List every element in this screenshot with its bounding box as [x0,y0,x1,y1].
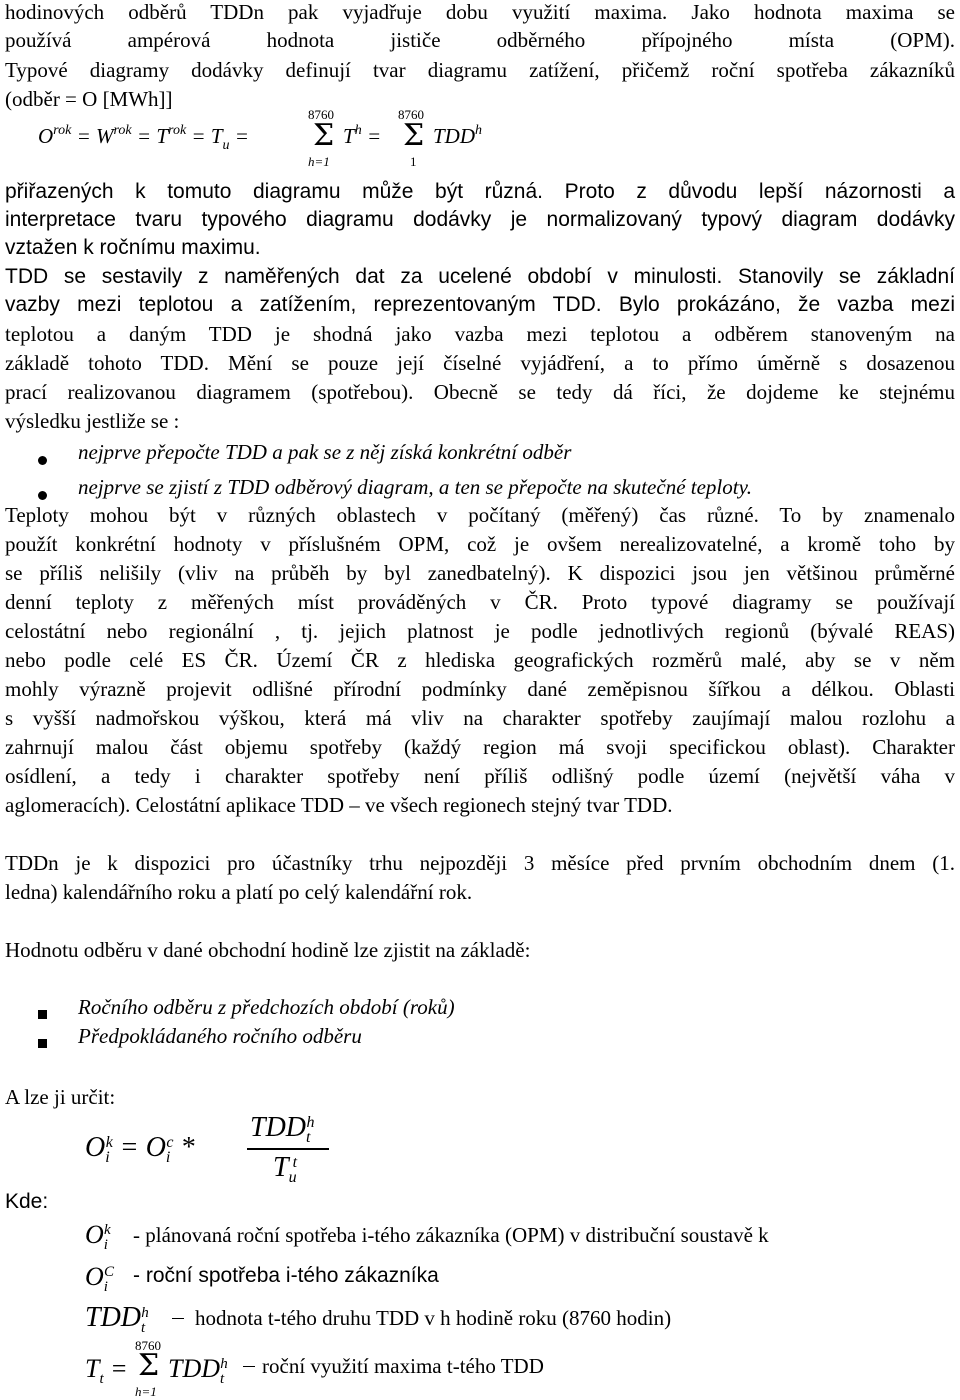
square-bullet [38,1031,47,1054]
bullet-item: nejprve přepočte TDD a pak se z něj získá konkrétní odběr [78,440,572,464]
symbol-tddth: $TDD_t^h$ [85,1302,149,1336]
text-line: zahrnují malou část objemu spotřeby (každý region má svoji specifickou oblast). Charakter [5,735,955,759]
square-bullet [38,1002,47,1025]
text-line: Kde: [5,1190,49,1213]
sum-limit: 8760 [308,107,334,122]
text-line: prací realizovanou diagramem (spotřebou). Obecně se tedy dá říci, že dojdeme ke stejnému [5,380,955,404]
text-line: s vyšší nadmořskou výškou, která má vliv na charakter spotřeby zaujímají malou rozlohu a [5,706,955,730]
square-bullet-item: Předpokládaného ročního odběru [78,1024,362,1048]
sum-limit: h=1 [135,1384,157,1399]
text-line: celostátní nebo regionální , tj. jejich platnost je podle jednotlivých regionů (bývalé REAS) [5,619,955,643]
text-line: nebo podle celé ES ČR. Území ČR z hlediska geografických rozměrů malé, aby se v něm [5,648,955,672]
text-line: teplotou a daným TDD je shodná jako vazba mezi teplotou a odběrem stanoveným na [5,322,955,346]
text-line: TDDn je k dispozici pro účastníky trhu nejpozději 3 měsíce před prvním obchodním dnem (1. [5,851,955,875]
formula-tt: $T_t$ = 8760 Σ h=1 $TDD_t^h$ [85,1338,228,1399]
text-line: Teploty mohou být v různých oblastech v počítaný (měřený) čas různé. To by znamenalo [5,503,955,527]
sum-limit: 8760 [398,107,424,122]
text-line: vztažen k ročnímu maximu. [5,236,261,259]
text-line: se příliš nelišily (vliv na průběh by byl zanedbatelný). K dispozici jsou jen většinou průměrné [5,561,955,585]
definition-line: hodnota t-tého druhu TDD v h hodině roku (8760 hodin) [195,1306,672,1330]
sum-limit: 1 [410,154,417,169]
text-line: mohly výrazně projevit odlišné přírodní podmínky dané zeměpisnou šířkou a délkou. Oblasti [5,677,955,701]
symbol-oic: $O_i^C$ [85,1262,114,1295]
dash [172,1318,184,1319]
text-line: vazby mezi teplotou a zatížením, reprezentovaným TDD. Bylo prokázáno, že vazba mezi [5,293,955,316]
dash [243,1366,255,1367]
definition-line: - roční spotřeba i-tého zákazníka [133,1264,439,1287]
symbol-oik: $O_i^k$ [85,1220,111,1253]
text-line: použít konkrétní hodnoty v příslušném OPM, což je ovšem nerealizovatelné, a kromě toho by [5,532,955,556]
text-line: Hodnotu odběru v dané obchodní hodině lze zjistit na základě: [5,938,531,962]
text-line: hodinových odběrů TDDn pak vyjadřuje dobu využití maxima. Jako hodnota maxima se [5,0,955,24]
text-line: TDD se sestavily z naměřených dat za ucelené období v minulosti. Stanovily se základní [5,265,955,288]
text-line: A lze ji určit: [5,1085,116,1109]
bullet-dot [38,448,47,471]
sum-limit: h=1 [308,154,330,169]
text-line: základě tohoto TDD. Mění se pouze její číselné vyjádření, a to přímo úměrně s dosazenou [5,351,955,375]
text-line: aglomeracích). Celostátní aplikace TDD – ve všech regionech stejný tvar TDD. [5,793,673,817]
text-line: používá ampérová hodnota jističe odběrného přípojného místa (OPM). [5,28,955,52]
text-line: denní teploty z měřených míst prováděných v ČR. Proto typové diagramy se používají [5,590,955,614]
square-bullet-item: Ročního odběru z předchozích období (roků) [78,995,455,1019]
text-line: výsledku jestliže se : [5,409,180,433]
formula-annual-consumption: $O^{rok} = W^{rok} = T^{rok} = T_u$ = 8760 Σ h=1 $T^h$ = 8760 Σ 1 TDD$^h$ [38,107,483,169]
formula-hourly-consumption: $O_i^k = O_i^c$ * $TDD_t^h$ $T_u^t$ [85,1112,335,1192]
sum-limit: 8760 [135,1338,161,1353]
bullet-item: nejprve se zjistí z TDD odběrový diagram, a ten se přepočte na skutečné teploty. [78,475,752,499]
text-line: Typové diagramy dodávky definují tvar diagramu zatížení, přičemž roční spotřeba zákazníků [5,58,955,82]
definition-line: - plánovaná roční spotřeba i-tého zákazníka (OPM) v distribuční soustavě k [133,1223,769,1247]
text-line: osídlení, a tedy i charakter spotřeby není příliš odlišný podle území (největší váha v [5,764,955,788]
text-line: ledna) kalendářního roku a platí po celý kalendářní rok. [5,880,473,904]
definition-line: roční využití maxima t-tého TDD [262,1354,544,1378]
text-line: interpretace tvaru typového diagramu dodávky je normalizovaný typový diagram dodávky [5,208,955,231]
text-line: (odběr = O [MWh]] [5,87,173,111]
text-line: přiřazených k tomuto diagramu může být různá. Proto z důvodu lepší názornosti a [5,180,955,203]
